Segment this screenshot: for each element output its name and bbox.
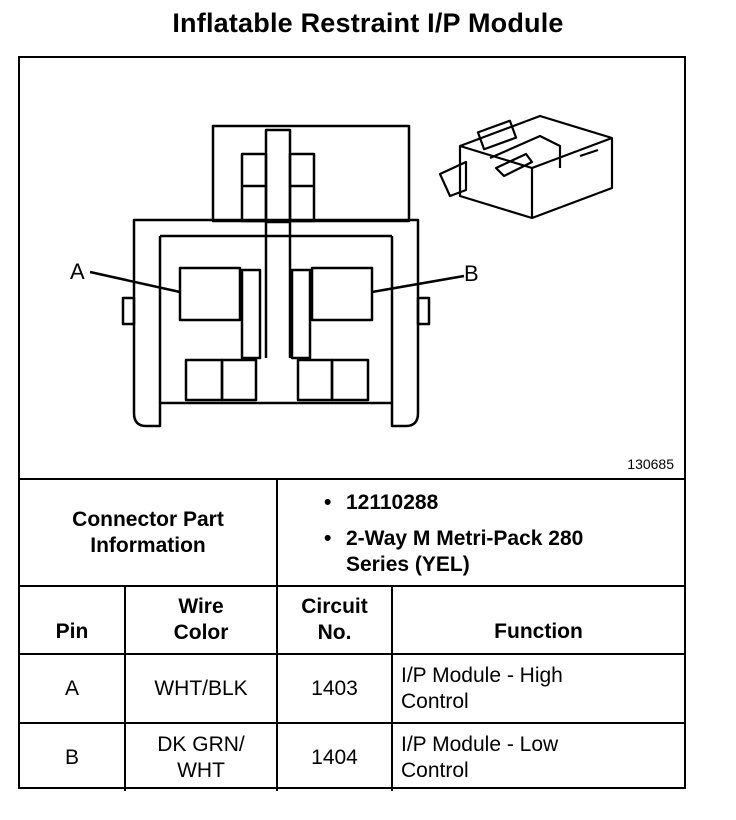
connector-diagram <box>20 58 684 478</box>
column-header-circuit: Circuit No. <box>301 595 368 644</box>
table-cell-function: I/P Module - High Control <box>401 663 563 713</box>
figure-reference-number: 130685 <box>627 456 674 472</box>
column-header-function: Function <box>494 620 583 643</box>
table-cell-wire-color: DK GRN/ WHT <box>157 732 245 782</box>
list-item: • 12110288 <box>324 491 439 514</box>
connector-info-heading: Connector Part Information <box>72 507 224 557</box>
connector-description: 2-Way M Metri-Pack 280 Series (YEL) <box>346 527 584 576</box>
table-cell-pin: B <box>64 745 79 769</box>
table-cell-pin: A <box>64 676 79 700</box>
part-number: 12110288 <box>346 491 439 514</box>
pin-b-label: B <box>464 261 479 286</box>
list-item: • 2-Way M Metri-Pack 280 Series (YEL) <box>324 527 584 576</box>
table-cell-circuit: 1404 <box>311 745 358 769</box>
connector-info-list <box>320 490 646 578</box>
table-cell-wire-color: WHT/BLK <box>154 676 248 700</box>
connector-card <box>18 56 686 789</box>
table-cell-circuit: 1403 <box>311 676 358 700</box>
connector-face-drawing <box>20 58 684 478</box>
column-header-wire-color: Wire Color <box>173 595 229 644</box>
page-title: Inflatable Restraint I/P Module <box>172 8 564 38</box>
pin-a-label: A <box>70 259 85 284</box>
column-header-pin: Pin <box>55 620 89 643</box>
table-cell-function: I/P Module - Low Control <box>401 732 559 782</box>
